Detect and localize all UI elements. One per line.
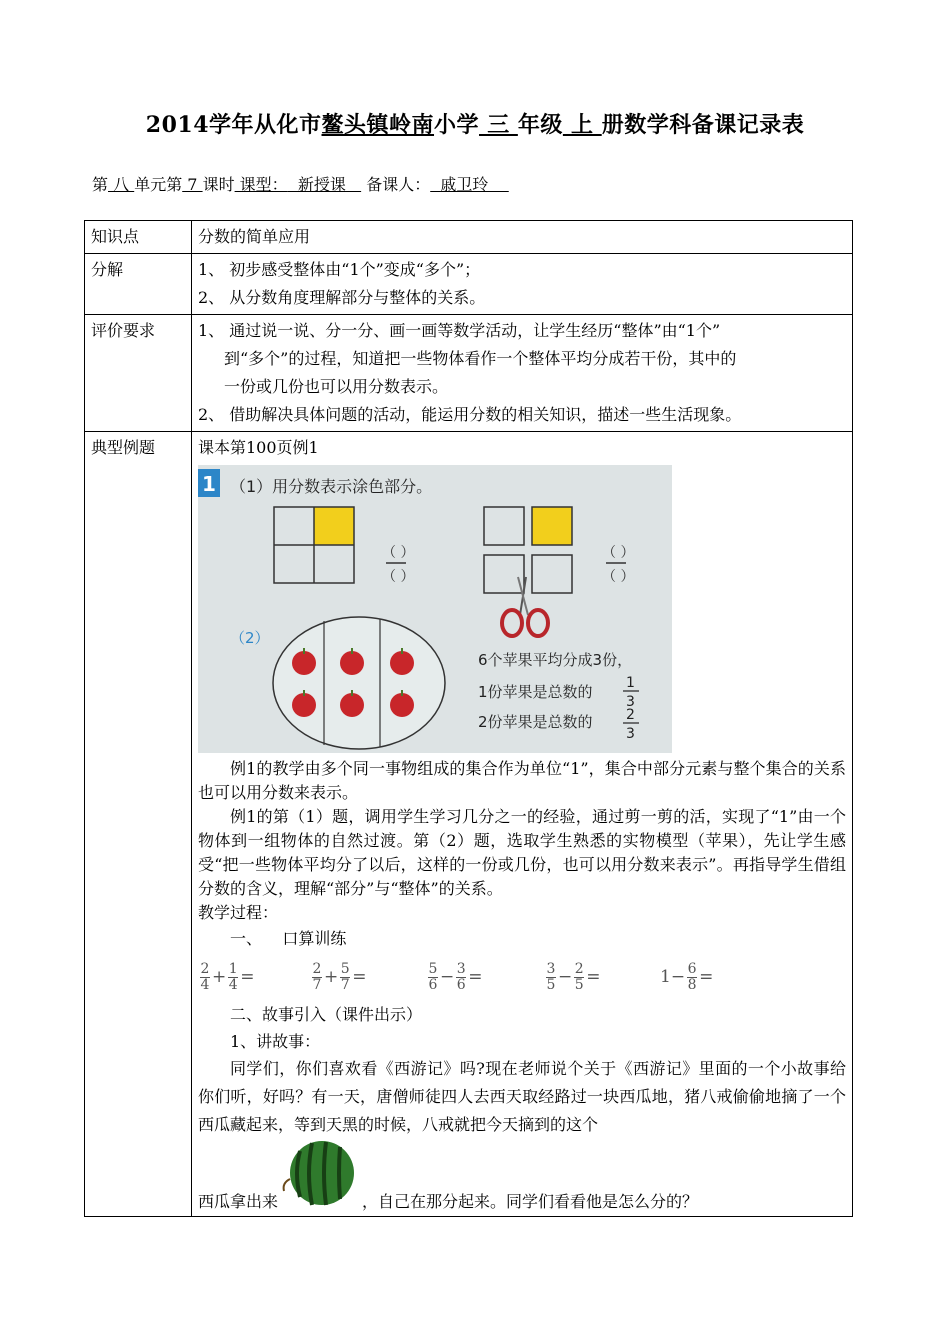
- math-expression: $\frac{2}{4}$ + $\frac{1}{4}$ =: [200, 960, 255, 993]
- title-school: 鳌头镇岭南: [321, 112, 435, 138]
- label-example: 典型例题: [85, 432, 192, 1217]
- math-expression: $\frac{5}{6}$ − $\frac{3}{6}$ =: [428, 960, 483, 993]
- figure-illustration: [198, 465, 672, 753]
- lesson-meta: [92, 172, 509, 195]
- value-evaluation: [192, 315, 853, 432]
- eval-item: 2、 借助解决具体问题的活动，能运用分数的相关知识，描述一些生活现象。: [198, 405, 742, 424]
- meta-lesson: 7: [182, 175, 203, 194]
- story-text: ，自己在那分起来。同学们看看他是怎么分的？: [362, 1192, 699, 1211]
- math-expression: 1 − $\frac{6}{8}$ =: [660, 960, 714, 993]
- table-row: [85, 432, 853, 1217]
- section-story-intro: 二、故事引入（课件出示）: [230, 1005, 423, 1024]
- eval-item-cont: 到“多个”的过程，知道把一些物体看作一个整体平均分成若干份，其中的: [224, 349, 737, 368]
- textbook-figure: [198, 465, 672, 753]
- value-decomposition: [192, 254, 853, 315]
- meta-text: 备课人：: [361, 175, 431, 194]
- meta-teacher: 戚卫玲: [430, 175, 509, 194]
- value-knowledge: 分数的简单应用: [192, 221, 853, 254]
- meta-text: 第: [92, 175, 109, 194]
- meta-text: 单元第: [134, 175, 183, 194]
- process-heading: 教学过程：: [198, 903, 279, 922]
- blank-denominator: （ ）: [602, 569, 635, 585]
- apple-oval: [273, 617, 445, 749]
- figure-line: 6个苹果平均分成3份，: [478, 651, 633, 669]
- section-tell-story: 1、讲故事：: [230, 1032, 321, 1051]
- title-part: 2014学年从化市: [145, 112, 322, 138]
- figure-line: 2份苹果是总数的: [478, 713, 593, 731]
- meta-text: 课型：: [234, 175, 288, 194]
- title-grade: 三: [479, 112, 518, 138]
- lesson-table: [84, 220, 853, 1217]
- fraction-denominator: 3: [626, 726, 635, 742]
- meta-text: 课时: [202, 175, 235, 194]
- paragraph: 例1的教学由多个同一事物组成的集合作为单位“1”，集合中部分元素与整个集合的关系也可以用分数来表示。: [198, 759, 846, 802]
- title-part: 小学: [434, 112, 480, 138]
- story-paragraph: 同学们，你们喜欢看《西游记》吗?现在老师说个关于《西游记》里面的一个小故事给你们听，好吗？有一天，唐僧师徒四人去西天取经路过一块西瓜地，猪八戒偷偷地摘了一个西瓜藏起来，等到天黑的时候，八戒就把今天摘到的这个: [198, 1059, 846, 1134]
- figure-q1: （1）用分数表示涂色部分。: [230, 477, 433, 496]
- label-knowledge: 知识点: [85, 221, 192, 254]
- decomp-item: 1、 初步感受整体由“1个”变成“多个”；: [198, 260, 481, 279]
- figure-number: 1: [202, 472, 216, 496]
- fraction-numerator: 2: [626, 707, 635, 723]
- label-decomposition: 分解: [85, 254, 192, 315]
- math-expression: $\frac{2}{7}$ + $\frac{5}{7}$ =: [312, 960, 367, 993]
- blank-numerator: （ ）: [382, 545, 415, 561]
- label-evaluation: 评价要求: [85, 315, 192, 432]
- story-text: 西瓜拿出来: [198, 1192, 279, 1211]
- story-last-line: [198, 1139, 846, 1216]
- blank-numerator: （ ）: [602, 545, 635, 561]
- watermelon-icon: [278, 1139, 358, 1214]
- math-expression: $\frac{3}{5}$ − $\frac{2}{5}$ =: [546, 960, 601, 993]
- figure-line: 1份苹果是总数的: [478, 683, 593, 701]
- fraction-denominator: 3: [626, 694, 635, 710]
- meta-type: 新授课: [287, 175, 362, 194]
- section-oral-calc: 一、 口算训练: [230, 929, 347, 948]
- figure-q2: （2）: [230, 629, 270, 647]
- meta-unit: 八: [108, 175, 135, 194]
- title-volume: 上: [562, 112, 602, 138]
- oral-calc-row: [198, 953, 846, 1001]
- example-reference: 课本第100页例1: [198, 438, 319, 457]
- eval-item: 1、 通过说一说、分一分、画一画等数学活动，让学生经历“整体”由“1个”: [198, 321, 721, 340]
- table-row: [85, 221, 853, 254]
- title-part: 年级: [517, 112, 563, 138]
- page-title: [0, 108, 950, 139]
- paragraph: 例1的第（1）题，调用学生学习几分之一的经验，通过剪一剪的活，实现了“1”由一个物体到一组物体的自然过渡。第（2）题，选取学生熟悉的实物模型（苹果），先让学生感受“把一些物体平均分了以后，这样的一份或几份，也可以用分数来表示”。再指导学生借组分数的含义，理解“部分”与“整体”的关系。: [198, 807, 846, 898]
- table-row: [85, 315, 853, 432]
- value-example: [192, 432, 853, 1217]
- title-part: 册数学科备课记录表: [601, 112, 805, 138]
- table-row: [85, 254, 853, 315]
- blank-denominator: （ ）: [382, 569, 415, 585]
- fraction-numerator: 1: [626, 675, 635, 691]
- decomp-item: 2、 从分数角度理解部分与整体的关系。: [198, 288, 486, 307]
- eval-item-cont: 一份或几份也可以用分数表示。: [224, 377, 449, 396]
